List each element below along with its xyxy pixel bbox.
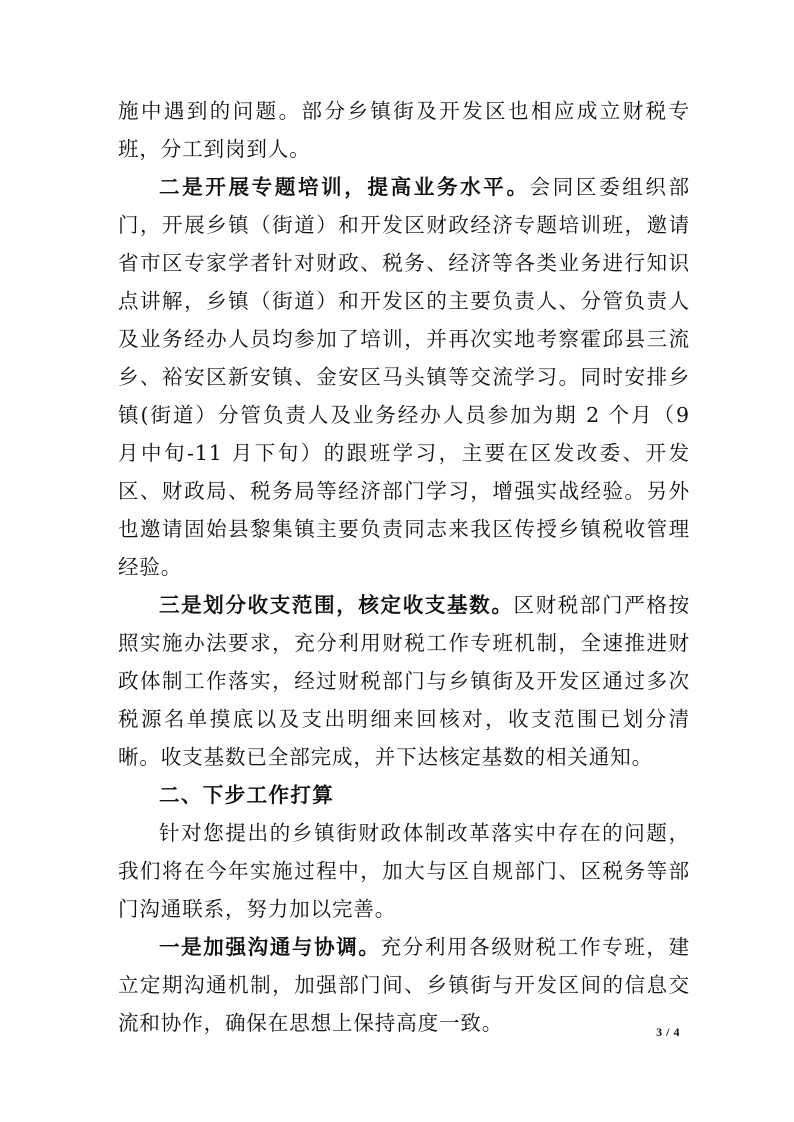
paragraph-budget-scope [118,586,690,776]
section-heading: 二、下步工作打算 [159,783,335,807]
paragraph-intro [118,814,690,928]
page-number: 3 / 4 [656,1025,680,1039]
paragraph-training [118,168,690,586]
paragraph-text: 充分利用各级财税工作专班，建立定期沟通机制，加强部门间、乡镇街与开发区间的信息交流和协作，确保在思想上保持高度一致。 [118,935,690,1035]
paragraph-lead: 三是划分收支范围，核定收支基数。 [159,593,514,617]
paragraph-text: 区财税部门严格按照实施办法要求，充分利用财税工作专班机制，全速推进财政体制工作落实，经过财税部门与乡镇街及开发区通过多次税源名单摸底以及支出明细来回核对，收支范围已划分清晰。收支基数已全部完成，并下达核定基数的相关通知。 [118,593,690,769]
paragraph-lead: 一是加强沟通与协调。 [159,935,381,959]
paragraph-text: 针对您提出的乡镇街财政体制改革落实中存在的问题，我们将在今年实施过程中，加大与区自规部门、区税务等部门沟通联系，努力加以完善。 [118,821,690,921]
paragraph-communication [118,928,690,1042]
paragraph-text: 施中遇到的问题。部分乡镇街及开发区也相应成立财税专班，分工到岗到人。 [118,99,690,161]
body-text [118,92,690,1042]
paragraph-lead: 二是开展专题培训，提高业务水平。 [159,175,530,199]
paragraph-text: 会同区委组织部门，开展乡镇（街道）和开发区财政经济专题培训班，邀请省市区专家学者针对财政、税务、经济等各类业务进行知识点讲解，乡镇（街道）和开发区的主要负责人、分管负责人及业务经办人员均参加了培训，并再次实地考察霍邱县三流乡、裕安区新安镇、金安区马头镇等交流学习。同时安排乡镇(街道）分管负责人及业务经办人员参加为期 2 个月（9 月中旬-11 月下旬）的跟班学习，主要在区发改委、开发区、财政局、税务局等经济部门学习，增强实战经验。另外也邀请固始县黎集镇主要负责同志来我区传授乡镇税收管理经验。 [118,175,690,579]
paragraph-continuation [118,92,690,168]
